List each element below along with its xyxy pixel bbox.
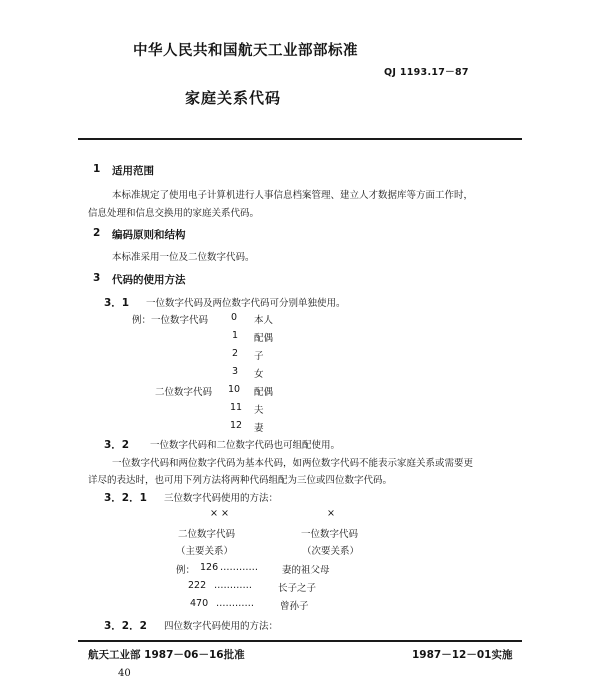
relation-name: 妻 (254, 423, 264, 434)
clause-3-2-1-text: 三位数字代码使用的方法： (164, 493, 279, 504)
leader-dots: ………… (220, 562, 258, 573)
example-code: 222 (188, 580, 207, 591)
section-1-paragraph-line-2: 信息处理和信息交换用的家庭关系代码。 (88, 208, 260, 219)
standard-code: QJ 1193.17－87 (384, 67, 469, 78)
clause-3-2-1-number: 3．2．1 (104, 492, 147, 504)
code-value: 12 (230, 420, 243, 431)
footer-rule (78, 640, 522, 642)
page-title: 家庭关系代码 (185, 89, 282, 107)
clause-3-1-text: 一位数字代码及两位数字代码可分别单独使用。 (146, 298, 346, 309)
approval-date (88, 647, 245, 662)
section-1-heading: 适用范围 (112, 165, 154, 177)
example-meaning: 曾孙子 (280, 601, 309, 612)
header-rule (78, 138, 522, 140)
relation-name: 配偶 (254, 333, 274, 344)
effective-date: 1987－12－01实施 (412, 649, 513, 661)
section-1-paragraph-line-1: 本标准规定了使用电子计算机进行人事信息档案管理、建立人才数据库等方面工作时， (112, 190, 474, 201)
section-2-heading: 编码原则和结构 (112, 229, 186, 241)
example-meaning: 长子之子 (278, 583, 317, 594)
page-number: 40 (118, 668, 131, 679)
clause-3-2-2-number: 3．2．2 (104, 620, 147, 632)
code-value: 0 (231, 312, 238, 323)
clause-3-1-number: 3．1 (104, 297, 130, 309)
example-prefix: 例： (176, 565, 196, 576)
primary-column-sublabel: （主要关系） (176, 546, 234, 557)
primary-digits-marker: × × (210, 508, 229, 519)
code-value: 2 (232, 348, 239, 359)
leader-dots: ………… (216, 598, 254, 609)
clause-3-2-number: 3．2 (104, 439, 130, 451)
clause-3-2-text: 一位数字代码和二位数字代码也可组配使用。 (150, 440, 341, 451)
relation-name: 配偶 (254, 387, 274, 398)
section-3-heading: 代码的使用方法 (112, 274, 186, 286)
code-value: 10 (228, 384, 241, 395)
leader-dots: ………… (214, 580, 252, 591)
section-2-number: 2 (93, 227, 101, 239)
two-digit-example-label: 二位数字代码 (155, 387, 213, 398)
primary-column-label: 二位数字代码 (178, 529, 236, 540)
secondary-column-label: 一位数字代码 (301, 529, 359, 540)
example-meaning: 妻的祖父母 (282, 565, 330, 576)
code-value: 11 (230, 402, 243, 413)
code-value: 3 (232, 366, 239, 377)
relation-name: 女 (254, 369, 264, 380)
approval-label: 批准 (223, 649, 245, 661)
section-2-paragraph: 本标准采用一位及二位数字代码。 (112, 252, 255, 263)
example-code: 126 (200, 562, 219, 573)
section-1-number: 1 (93, 163, 101, 175)
one-digit-example-label: 例：一位数字代码 (132, 315, 209, 326)
relation-name: 本人 (254, 315, 274, 326)
relation-name: 夫 (254, 405, 264, 416)
code-value: 1 (232, 330, 239, 341)
clause-3-2-paragraph-line-2: 详尽的表达时，也可用下列方法将两种代码组配为三位或四位数字代码。 (88, 475, 393, 486)
secondary-column-sublabel: （次要关系） (302, 546, 360, 557)
example-code: 470 (190, 598, 209, 609)
clause-3-2-paragraph-line-1: 一位数字代码和两位数字代码为基本代码，如两位数字代码不能表示家庭关系或需要更 (112, 458, 474, 469)
approval-date-text: 航天工业部 1987－06－16 (88, 649, 224, 661)
section-3-number: 3 (93, 272, 101, 284)
secondary-digit-marker: × (327, 508, 335, 519)
relation-name: 子 (254, 351, 264, 362)
clause-3-2-2-text: 四位数字代码使用的方法： (164, 621, 279, 632)
issuing-authority: 中华人民共和国航天工业部部标准 (133, 43, 358, 59)
